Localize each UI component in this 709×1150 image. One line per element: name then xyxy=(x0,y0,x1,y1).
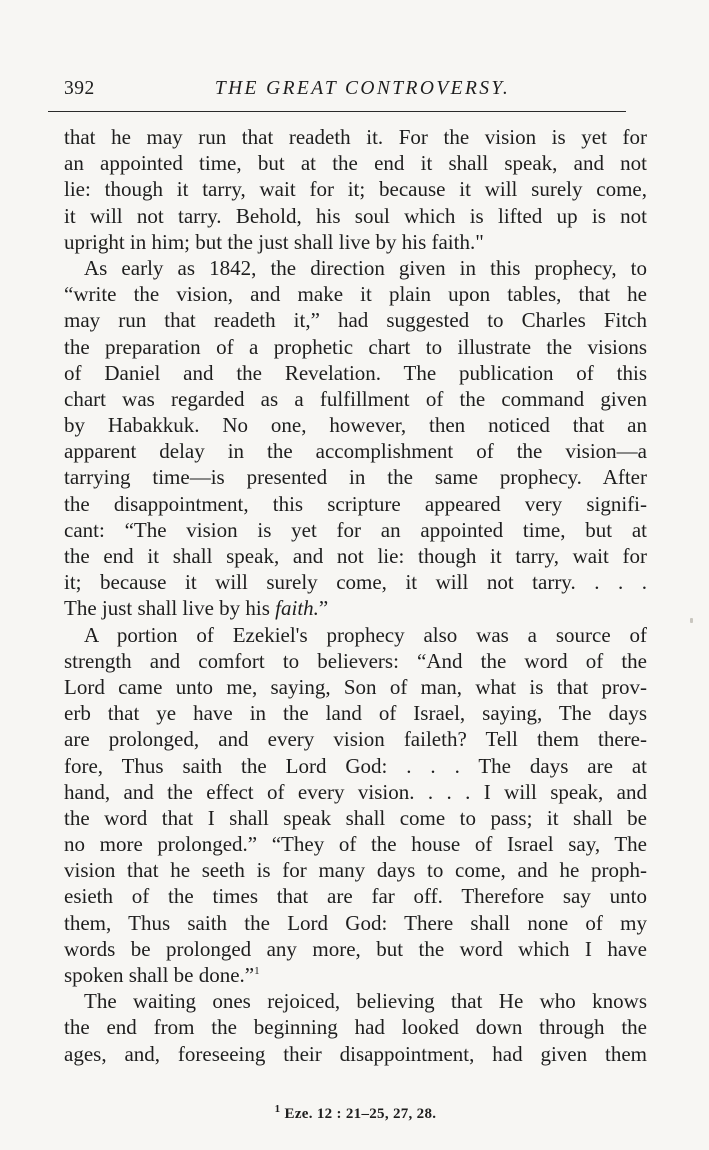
text-line: of Daniel and the Revelation. The publication of this xyxy=(64,360,647,385)
text-line: the end it shall speak, and not lie: though it tarry, wait for xyxy=(64,544,647,568)
text-line: vision that he seeth is for many days to come, and he proph- xyxy=(64,858,647,883)
text-line: them, Thus saith the Lord God: There shall none of my xyxy=(64,910,647,935)
text-line: upright in him; but the just shall live by his faith." xyxy=(64,229,484,254)
text-line: it; because it will surely come, it will not tarry. . . . xyxy=(64,570,647,595)
text-line: Lord came unto me, saying, Son of man, what is that prov- xyxy=(64,674,647,699)
text-line-faith xyxy=(64,595,647,621)
footnote xyxy=(64,1103,647,1123)
paragraph-start-line: A portion of Ezekiel's prophecy also was a source of xyxy=(84,622,647,647)
text-line: by Habakkuk. No one, however, then noticed that an xyxy=(64,413,647,438)
faith-italic: faith. xyxy=(275,596,319,621)
text-line: the disappointment, this scripture appeared very signifi- xyxy=(64,491,647,516)
text-line: no more prolonged.” “They of the house of Israel say, The xyxy=(64,832,647,857)
text-line: tarrying time—is presented in the same prophecy. After xyxy=(64,465,647,490)
text-line: it will not tarry. Behold, his soul which is lifted up is not xyxy=(64,203,647,228)
page-header xyxy=(64,74,647,104)
header-rule xyxy=(48,111,626,112)
text-line: apparent delay in the accomplishment of the vision—a xyxy=(64,439,647,464)
text-line: strength and comfort to believers: “And the word of the xyxy=(64,648,647,673)
text-line: the preparation of a prophetic chart to illustrate the visions xyxy=(64,334,647,359)
text-line: hand, and the effect of every vision. . . . I will speak, and xyxy=(64,779,647,804)
text-line: an appointed time, but at the end it shall speak, and not xyxy=(64,151,647,176)
text-line: may run that readeth it,” had suggested to Charles Fitch xyxy=(64,308,647,333)
text-line: “write the vision, and make it plain upon tables, that he xyxy=(64,282,647,307)
faith-line-prefix: The just shall live by his xyxy=(64,596,276,621)
text-line-footnote-ref xyxy=(64,962,647,988)
text-line: ages, and, foreseeing their disappointment, had given them xyxy=(64,1041,647,1066)
footnote-marker: 1 xyxy=(274,1103,281,1115)
text-line: fore, Thus saith the Lord God: . . . The days are at xyxy=(64,753,647,778)
footnote-reference-marker: 1 xyxy=(254,965,260,977)
body-text xyxy=(64,124,647,1067)
footnoted-text: spoken shall be done.” xyxy=(64,963,255,987)
paragraph-start-line: The waiting ones rejoiced, believing that He who knows xyxy=(84,989,647,1014)
text-line: words be prolonged any more, but the word which I have xyxy=(64,936,647,961)
faith-line-suffix: ” xyxy=(318,596,329,621)
paragraph-start-line: As early as 1842, the direction given in this prophecy, to xyxy=(84,255,647,280)
text-line: erb that ye have in the land of Israel, saying, The days xyxy=(64,701,647,726)
footnote-text: Eze. 12 : 21–25, 27, 28. xyxy=(280,1106,437,1122)
page-number: 392 xyxy=(64,78,95,99)
text-line: cant: “The vision is yet for an appointed time, but at xyxy=(64,517,647,542)
text-line: that he may run that readeth it. For the vision is yet for xyxy=(64,125,647,149)
book-page xyxy=(64,74,647,1122)
text-line: lie: though it tarry, wait for it; because it will surely come, xyxy=(64,177,647,202)
text-line: are prolonged, and every vision faileth? Tell them there- xyxy=(64,727,647,752)
text-line: the word that I shall speak shall come to pass; it shall be xyxy=(64,805,647,830)
text-line: esieth of the times that are far off. Therefore say unto xyxy=(64,884,647,909)
paper-speck xyxy=(690,618,693,623)
text-line: the end from the beginning had looked down through the xyxy=(64,1015,647,1040)
text-line: chart was regarded as a fulfillment of the command given xyxy=(64,386,647,411)
running-title: THE GREAT CONTROVERSY. xyxy=(214,78,511,99)
